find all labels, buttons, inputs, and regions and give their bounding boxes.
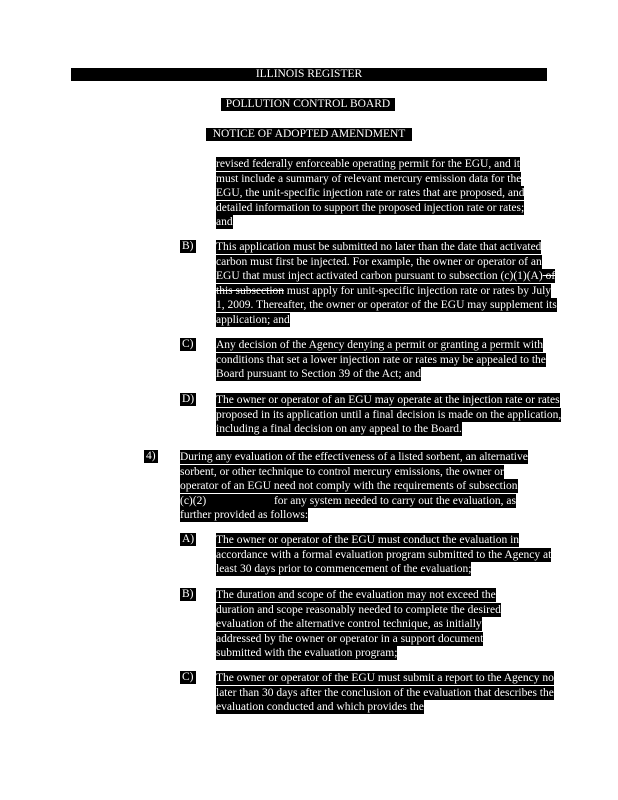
item-paragraph	[216, 588, 522, 661]
item-label: B)	[182, 240, 194, 252]
board-name: POLLUTION CONTROL BOARD	[221, 98, 395, 111]
intro-text: revised federally enforceable operating permit for the EGU, and it must include a summary of relevant mercury emission data for the EGU, the unit-specific injection rate or rates that are proposed, and detailed information to support the proposed injection rate or rates; and	[216, 158, 525, 228]
item-text: The owner or operator of the EGU must submit a report to the Agency no later than 30 days after the conclusion of the evaluation that describes the evaluation conducted and which provides the	[216, 672, 554, 713]
notice-title: NOTICE OF ADOPTED AMENDMENT	[206, 128, 412, 141]
item-text: The owner or operator of the EGU must conduct the evaluation in accordance with a formal evaluation program submitted to the Agency at least 30 days prior to commencement of the evaluation;	[216, 534, 552, 575]
item-label: A)	[182, 533, 195, 545]
intro-paragraph	[216, 157, 542, 230]
item-text: The duration and scope of the evaluation may not exceed the duration and scope reasonably needed to complete the desired evaluation of the alternative control technique, as initially addressed by the owner or operator in a support document submitted with the evaluation program;	[216, 589, 501, 659]
section-label: 4)	[146, 450, 156, 462]
item-label: C)	[182, 671, 194, 683]
item-text: Any decision of the Agency denying a permit or granting a permit with conditions that set a lower injection rate or rates may be appealed to the Board pursuant to Section 39 of the Act; and	[216, 339, 546, 380]
section-text: During any evaluation of the effectiveness of a listed sorbent, an alternative sorbent, or other technique to control mercury emissions, the owner or operator of an EGU need not comply with the requirements of subsection (c)(2) for any system needed to carry out the evaluation, as further provided as follows:	[180, 451, 528, 521]
item-label: D)	[182, 393, 195, 405]
item-text: This application must be submitted no later than the date that activated carbon must first be injected. For example, the owner or operator of an EGU that must inject activated carbon pursuant to subsection (c)(1)(A) of this subsection must apply for unit-specific injection rate or rates by July 1, 2009. Thereafter, the owner or operator of the EGU may supplement its application; and	[216, 241, 557, 326]
section-paragraph	[180, 450, 532, 523]
item-label: B)	[182, 588, 194, 600]
register-header: ILLINOIS REGISTER	[71, 68, 547, 81]
item-text: The owner or operator of an EGU may operate at the injection rate or rates proposed in its application until a final decision is made on the application, including a final decision on any appeal to the Board.	[216, 394, 562, 435]
struck-text: of this subsection	[216, 270, 556, 297]
item-paragraph	[216, 240, 558, 327]
item-paragraph	[216, 393, 582, 437]
item-paragraph	[216, 671, 556, 715]
item-paragraph	[216, 338, 570, 382]
item-label: C)	[182, 338, 194, 350]
redaction-mark	[209, 498, 271, 503]
item-paragraph	[216, 533, 558, 577]
